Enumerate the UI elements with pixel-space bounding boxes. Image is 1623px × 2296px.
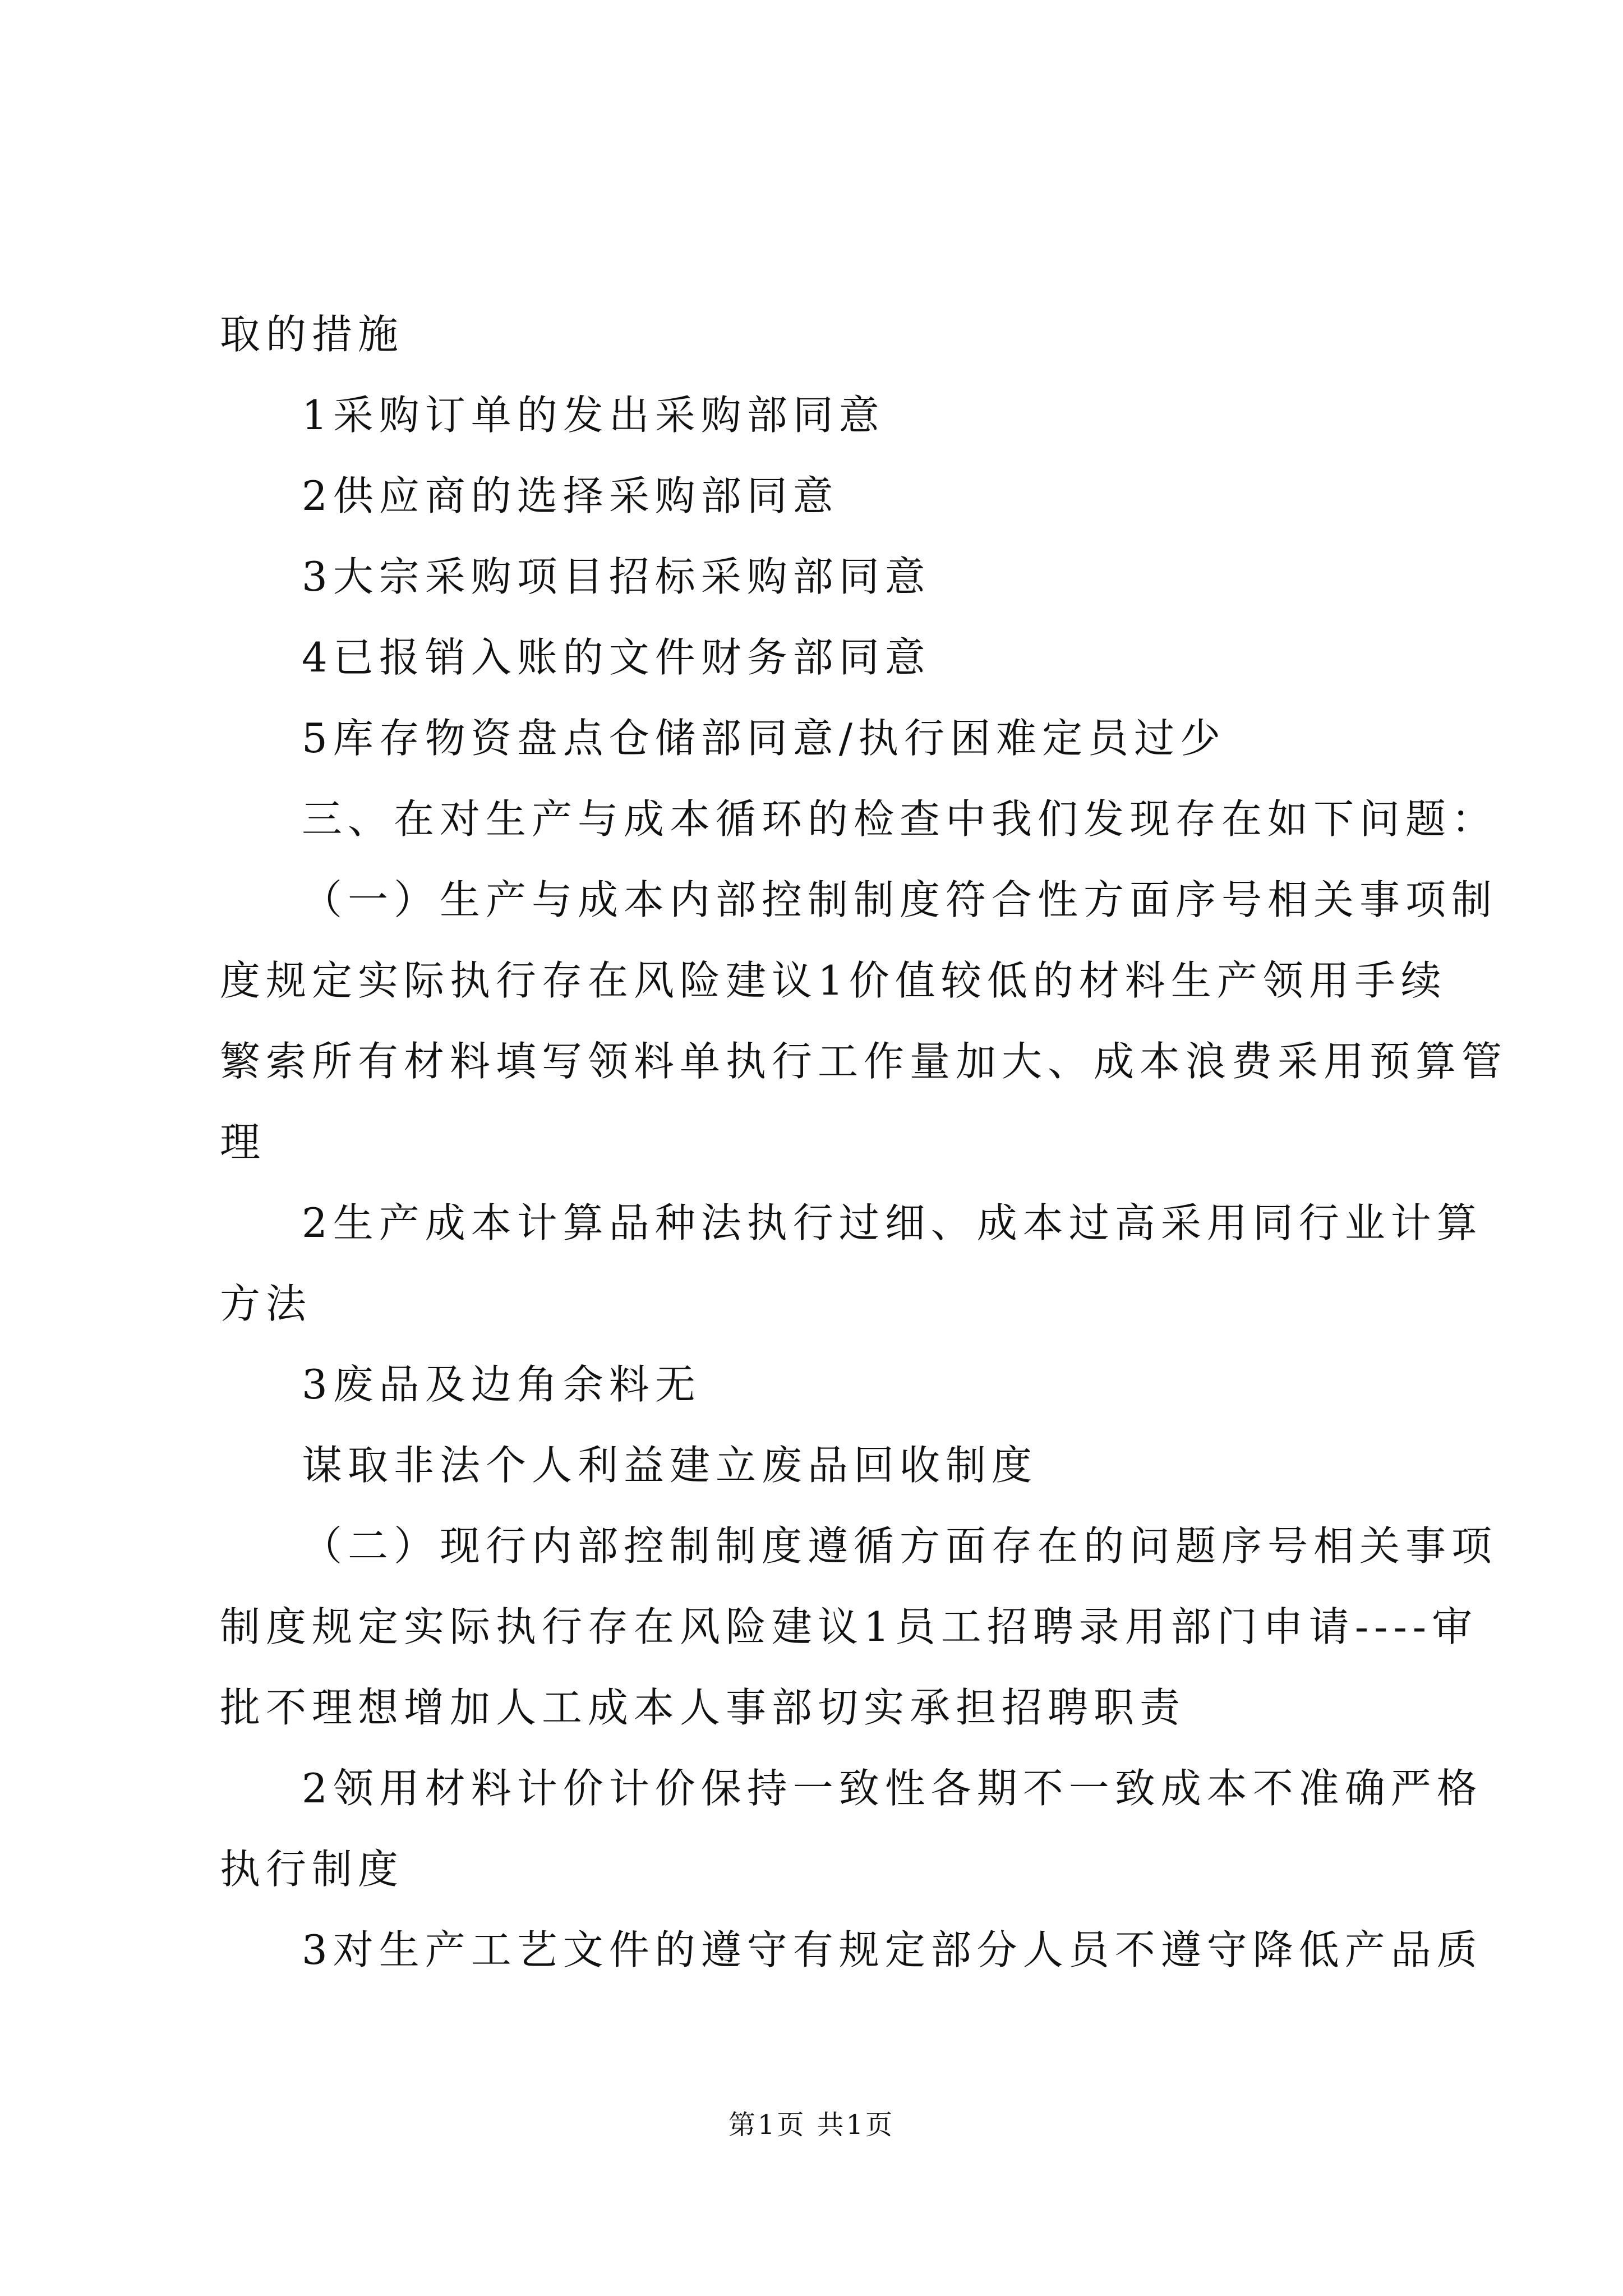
text-line: 2生产成本计算品种法执行过细、成本过高采用同行业计算 <box>302 1199 1483 1246</box>
text-line: 3对生产工艺文件的遵守有规定部分人员不遵守降低产品质 <box>302 1926 1483 1973</box>
page-footer: 第1页 共1页 <box>728 2109 895 2141</box>
text-line: （一）生产与成本内部控制制度符合性方面序号相关事项制 <box>302 876 1498 923</box>
text-line: 3大宗采购项目招标采购部同意 <box>302 553 931 600</box>
text-line: 执行制度 <box>220 1846 404 1893</box>
text-line: 批不理想增加人工成本人事部切实承担招聘职责 <box>220 1684 1186 1731</box>
text-line: 2供应商的选择采购部同意 <box>302 472 839 519</box>
text-line: 制度规定实际执行存在风险建议1员工招聘录用部门申请----审 <box>220 1603 1478 1650</box>
text-line: 理 <box>220 1119 266 1166</box>
text-line: 2领用材料计价计价保持一致性各期不一致成本不准确严格 <box>302 1765 1483 1812</box>
text-line: 3废品及边角余料无 <box>302 1361 701 1408</box>
text-line: （二）现行内部控制制度遵循方面存在的问题序号相关事项 <box>302 1522 1498 1570</box>
section-heading: 三、在对生产与成本循环的检查中我们发现存在如下问题： <box>302 795 1498 843</box>
text-line: 4已报销入账的文件财务部同意 <box>302 634 931 681</box>
text-line: 繁索所有材料填写领料单执行工作量加大、成本浪费采用预算管 <box>220 1038 1508 1085</box>
text-line: 谋取非法个人利益建立废品回收制度 <box>302 1442 1038 1489</box>
text-line: 5库存物资盘点仓储部同意/执行困难定员过少 <box>302 715 1227 762</box>
text-line: 方法 <box>220 1280 312 1327</box>
text-line: 1采购订单的发出采购部同意 <box>302 392 885 439</box>
text-line: 度规定实际执行存在风险建议1价值较低的材料生产领用手续 <box>220 957 1447 1004</box>
text-line: 取的措施 <box>220 311 404 358</box>
